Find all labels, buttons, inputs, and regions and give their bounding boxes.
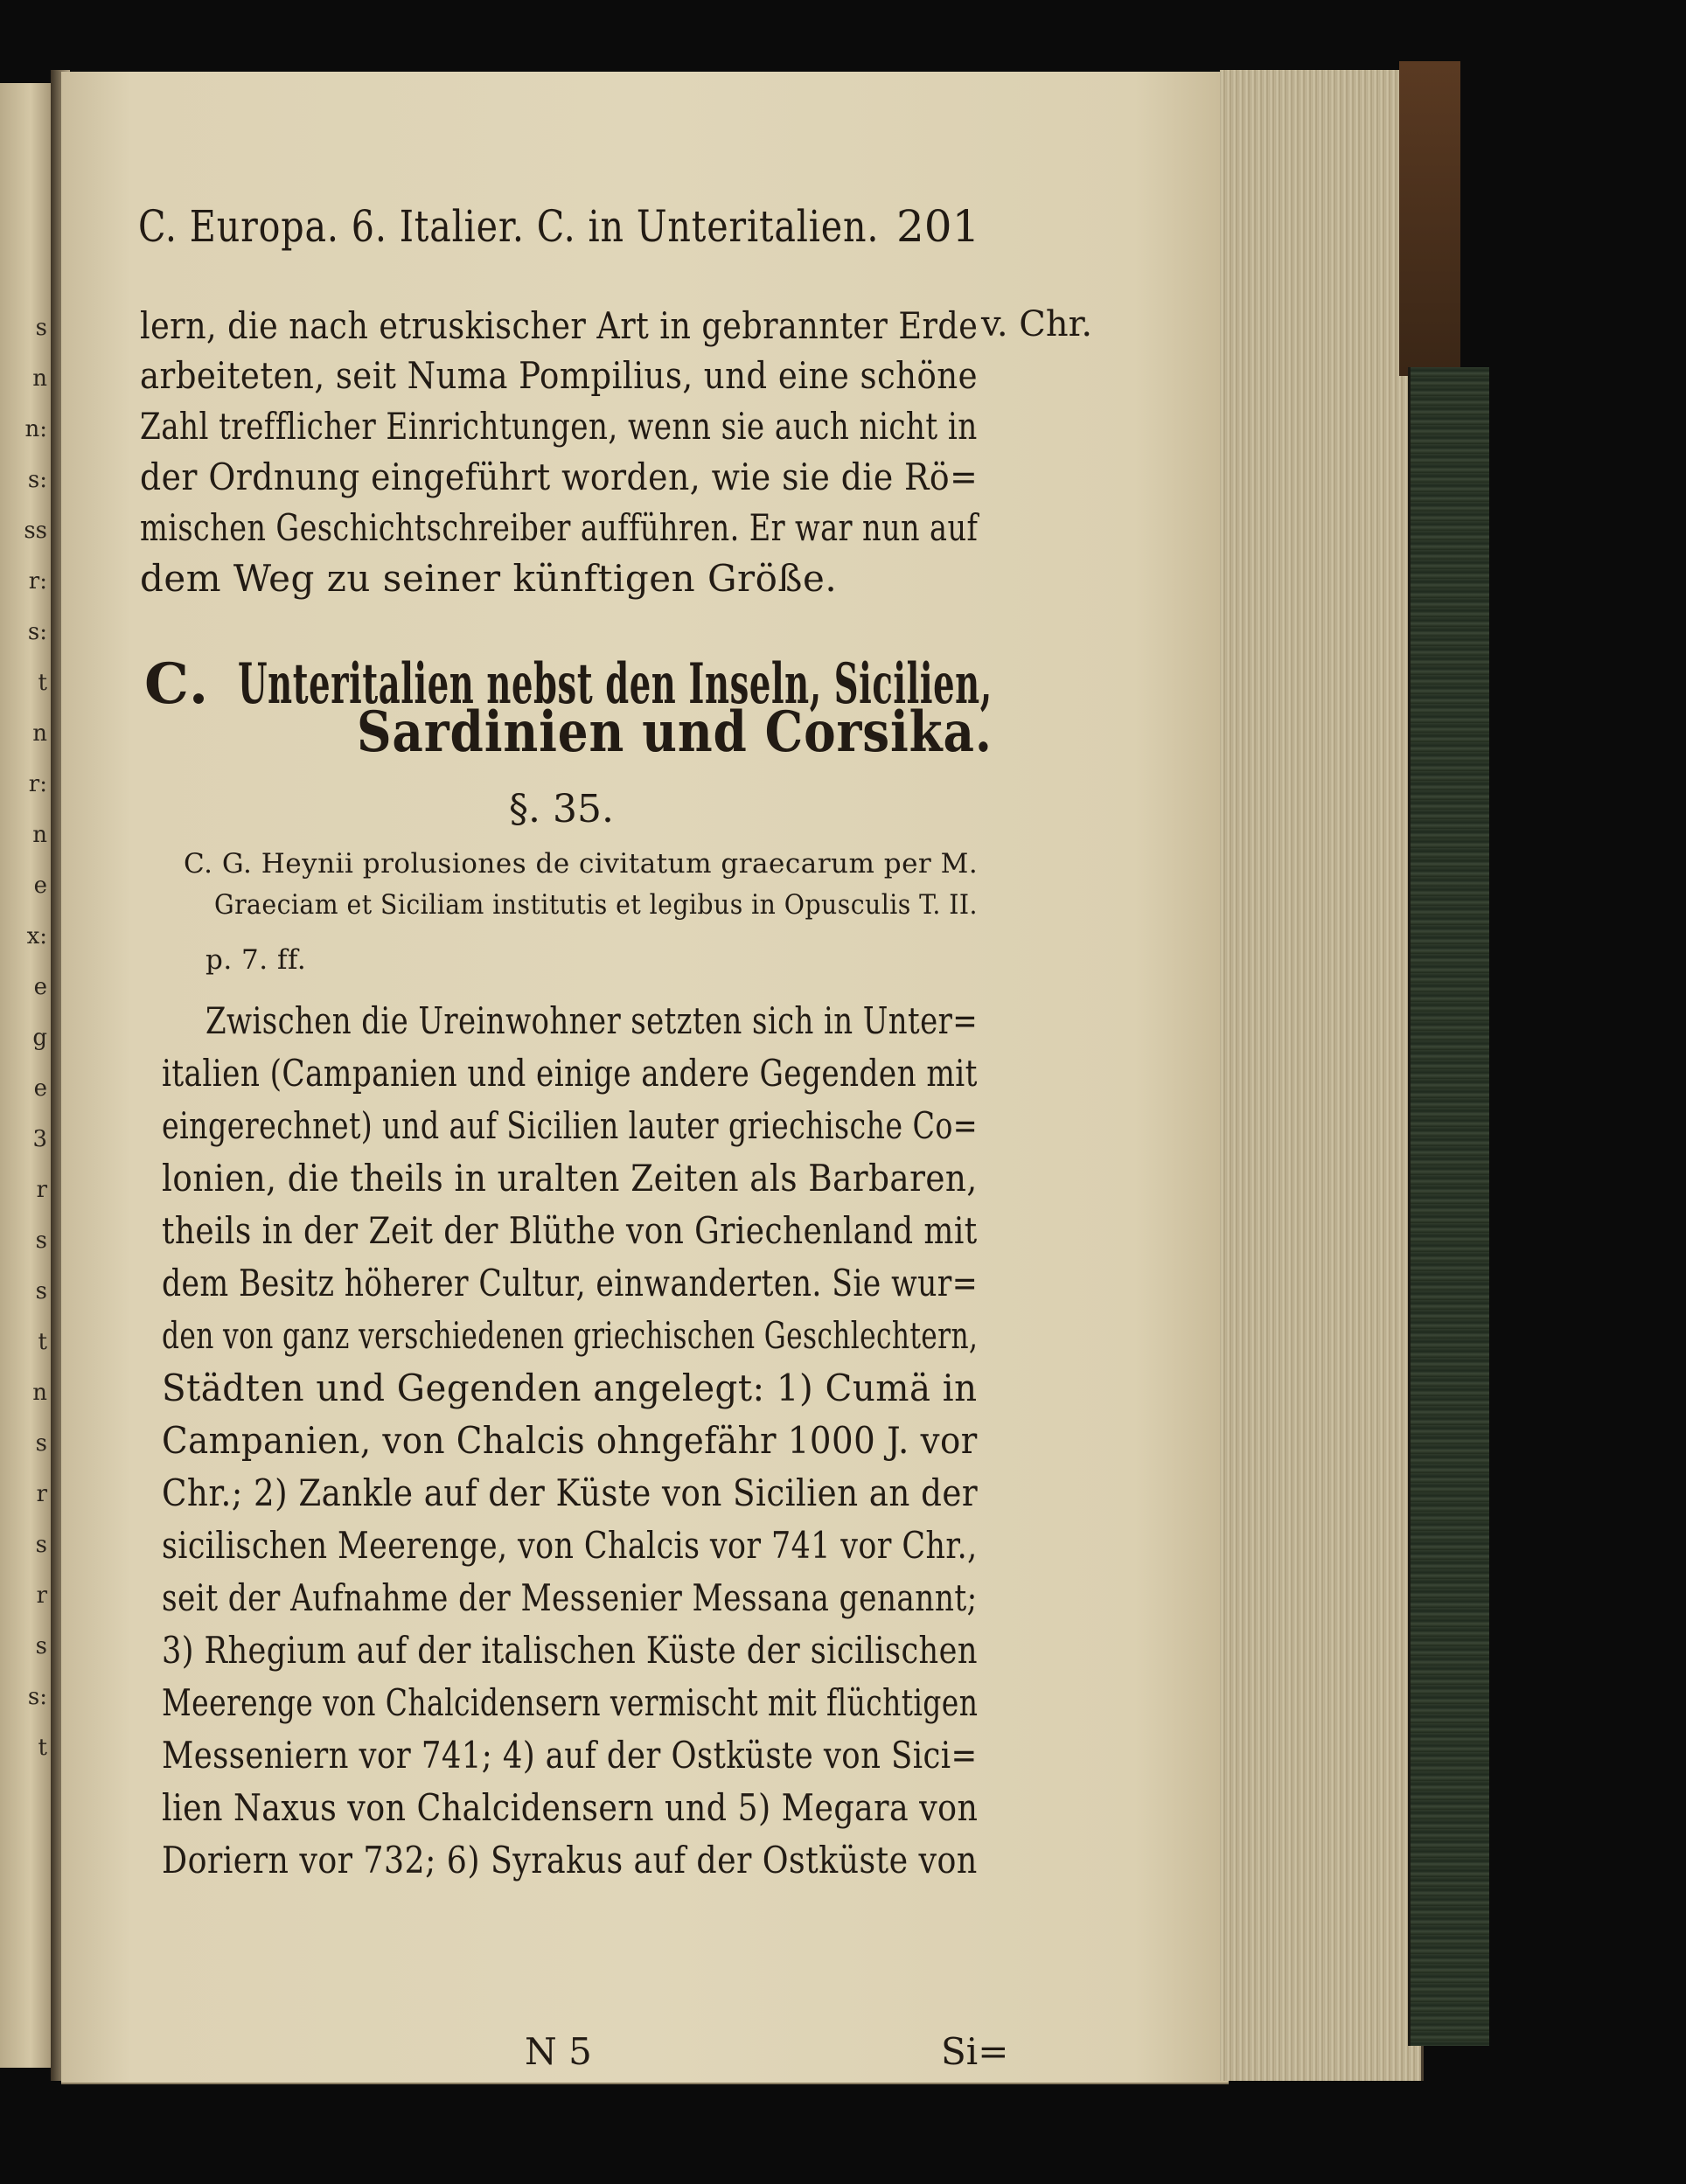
signature-mark: N 5	[525, 2030, 592, 2073]
left-page-fragment: x:	[26, 923, 47, 949]
text-line: Zahl trefflicher Einrichtungen, wenn sie auch nicht in	[140, 405, 978, 448]
text-line: Doriern vor 732; 6) Syrakus auf der Ostküste von	[162, 1839, 978, 1881]
text-line: eingerechnet) und auf Sicilien lauter griechische Co=	[162, 1104, 979, 1147]
left-page-fragment: e	[33, 974, 47, 1000]
text-line: der Ordnung eingeführt worden, wie sie die Rö=	[140, 456, 979, 498]
text-line: Campanien, von Chalcis ohngefähr 1000 J. vor	[162, 1419, 978, 1462]
leather-spine-corner	[1399, 61, 1460, 376]
margin-note: v. Chr.	[981, 304, 1093, 344]
page-number: 201	[896, 201, 980, 252]
left-page-fragment: n:	[24, 416, 47, 442]
left-page-fragment: n	[32, 720, 47, 747]
left-page-fragment: r	[36, 1177, 47, 1203]
catchword: Si=	[941, 2030, 1009, 2073]
left-page-fragment: n	[32, 1380, 47, 1406]
left-page-fragment: r:	[28, 568, 47, 595]
left-page-fragment: g	[32, 1025, 47, 1051]
left-page-fragment: r	[36, 1481, 47, 1507]
text-line: theils in der Zeit der Blüthe von Griechenland mit	[162, 1209, 978, 1252]
section-title-line-1: Unteritalien nebst den Inseln, Sicilien,	[238, 651, 993, 717]
text-line: italien (Campanien und einige andere Gegenden mit	[162, 1052, 978, 1095]
paragraph-number: §. 35.	[509, 787, 614, 831]
left-page-fragment: s	[35, 1228, 47, 1254]
left-page-fragment: t	[38, 670, 47, 696]
text-line: lonien, die theils in uralten Zeiten als Barbaren,	[162, 1157, 978, 1200]
left-page-fragment: 3	[32, 1126, 47, 1152]
left-page-fragment: s	[35, 1430, 47, 1457]
left-page-fragment: s:	[27, 467, 47, 493]
left-page-fragment: t	[38, 1735, 47, 1761]
left-page-fragment: t	[38, 1329, 47, 1355]
left-page-edge	[0, 83, 53, 2068]
reference-line: Graeciam et Siciliam institutis et legibus in Opusculis T. II.	[214, 889, 978, 921]
text-line: Chr.; 2) Zankle auf der Küste von Sicilien an der	[162, 1471, 979, 1514]
text-line: Städten und Gegenden angelegt: 1) Cumä in	[162, 1367, 978, 1409]
text-line: seit der Aufnahme der Messenier Messana genannt;	[162, 1576, 978, 1619]
left-page-fragment: r	[36, 1582, 47, 1609]
left-page-fragment: s	[35, 1633, 47, 1659]
running-head: C. Europa. 6. Italier. C. in Unteritalien.	[138, 201, 880, 252]
left-page-fragment: r:	[28, 771, 47, 797]
section-title-line-2: Sardinien und Corsika.	[357, 699, 993, 765]
left-page-fragment: ss	[24, 518, 47, 544]
text-line: 3) Rhegium auf der italischen Küste der sicilischen	[162, 1629, 978, 1672]
text-line: dem Besitz höherer Cultur, einwanderten. Sie wur=	[162, 1262, 979, 1304]
left-page-fragment: s	[35, 315, 47, 341]
left-page-fragment: s:	[27, 619, 47, 645]
marbled-cover-board	[1408, 367, 1489, 2046]
text-line: dem Weg zu seiner künftigen Größe.	[140, 557, 838, 600]
text-line: den von ganz verschiedenen griechischen Geschlechtern,	[162, 1314, 979, 1357]
text-line: sicilischen Meerenge, von Chalcis vor 741 vor Chr.,	[162, 1524, 978, 1567]
text-line: arbeiteten, seit Numa Pompilius, und eine schöne	[140, 354, 978, 397]
left-page-fragment: s	[35, 1532, 47, 1558]
left-page-fragment: s:	[27, 1684, 47, 1710]
text-line: Meerenge von Chalcidensern vermischt mit flüchtigen	[162, 1681, 979, 1724]
reference-line: p. 7. ff.	[206, 944, 307, 976]
page-block-edge	[1220, 70, 1424, 2081]
left-page-fragment: n	[32, 822, 47, 848]
section-letter: C.	[144, 651, 210, 717]
text-line: lern, die nach etruskischer Art in gebrannter Erde	[140, 304, 979, 347]
text-line: Messeniern vor 741; 4) auf der Ostküste von Sici=	[162, 1734, 978, 1777]
text-line: mischen Geschichtschreiber aufführen. Er war nun auf	[140, 506, 979, 549]
left-page-fragment: e	[33, 873, 47, 899]
text-line: lien Naxus von Chalcidensern und 5) Megara von	[162, 1786, 979, 1829]
left-page-fragment: e	[33, 1075, 47, 1102]
text-line: Zwischen die Ureinwohner setzten sich in Unter=	[206, 999, 979, 1042]
reference-line: C. G. Heynii prolusiones de civitatum graecarum per M.	[184, 848, 979, 880]
left-page-fragment: s	[35, 1278, 47, 1304]
left-page-fragment: n	[32, 365, 47, 392]
